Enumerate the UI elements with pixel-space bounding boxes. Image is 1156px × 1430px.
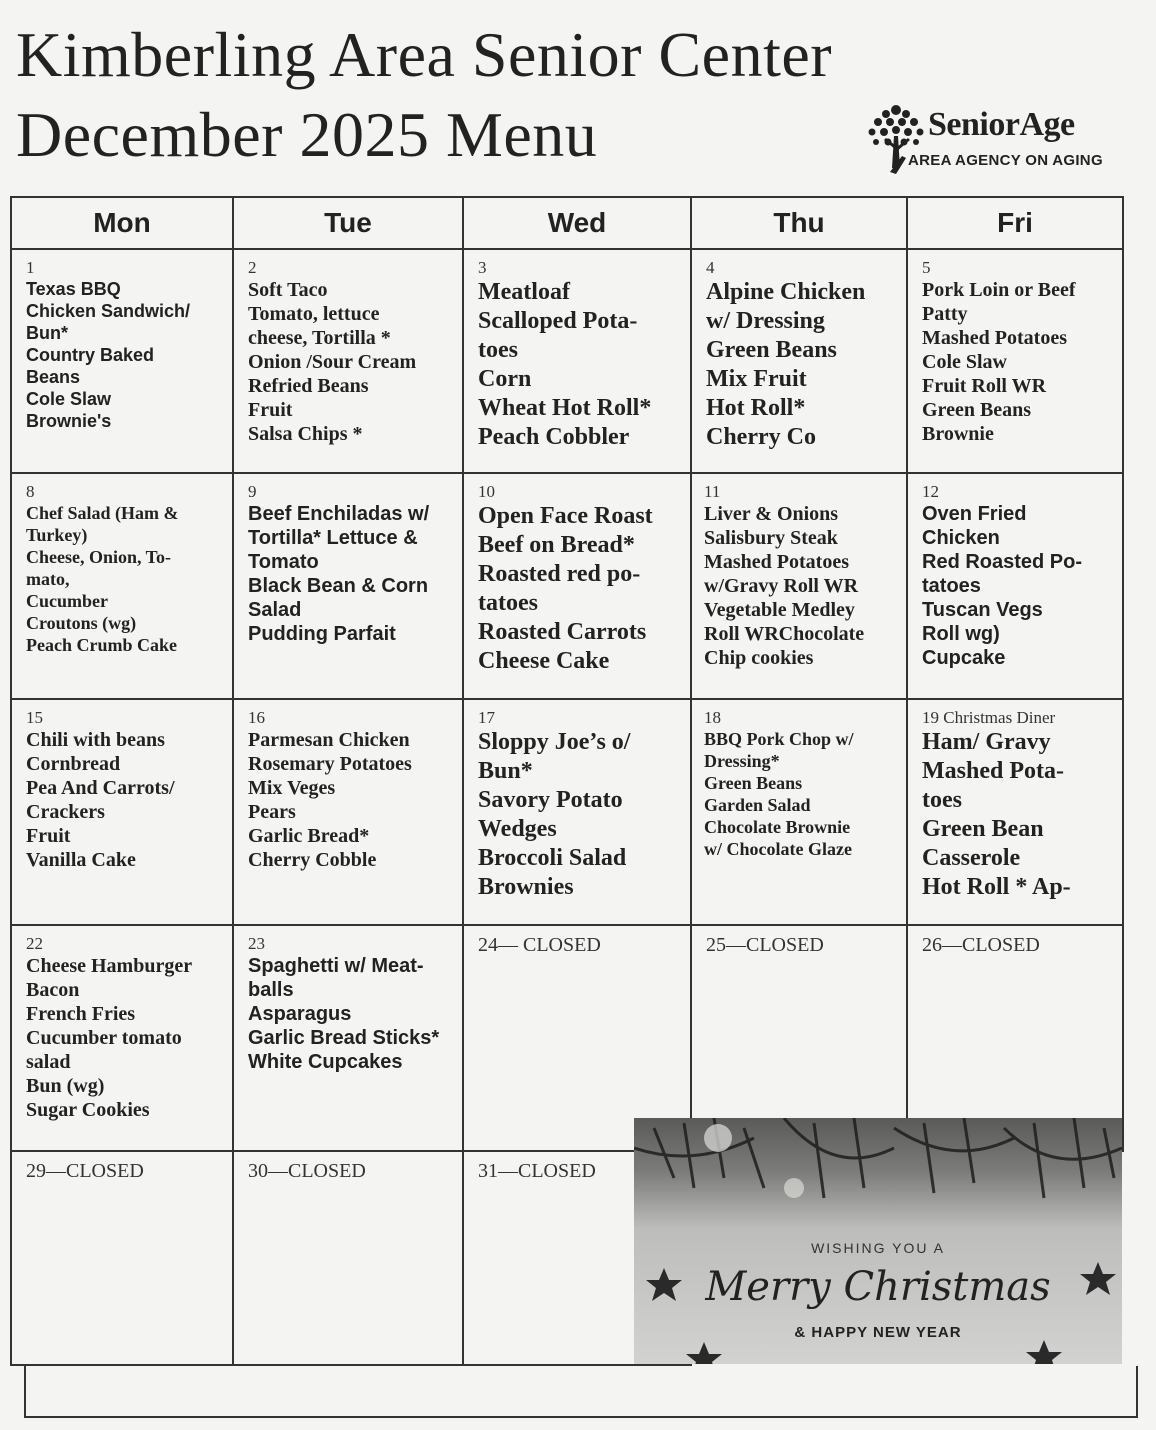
menu-item: Green Bean (922, 816, 1044, 842)
menu-item: French Fries (26, 1003, 136, 1025)
menu-item: White Cupcakes (248, 1051, 403, 1073)
day-number: 8 (26, 482, 35, 501)
menu-item: Bun (wg) (26, 1075, 105, 1097)
closed-label: 29—CLOSED (26, 1160, 144, 1182)
day-number: 11 (704, 482, 721, 501)
menu-item: Parmesan Chicken (248, 729, 410, 751)
day-cell (11, 473, 233, 699)
day-cell (691, 699, 907, 925)
menu-item: Cole Slaw (922, 351, 1007, 373)
weekday-header-tue: Tue (233, 197, 463, 249)
menu-item: Chef Salad (Ham & (26, 503, 179, 523)
menu-item: Vegetable Medley (704, 599, 855, 621)
weekday-header-row (11, 197, 1123, 249)
menu-item: tatoes (922, 575, 981, 597)
day-number: 2 (248, 258, 257, 277)
menu-item: Tortilla* Lettuce & (248, 527, 418, 549)
day-number: 22 (26, 934, 43, 953)
menu-item: Pork Loin or Beef (922, 279, 1076, 301)
day-number: 19 Christmas Diner (922, 708, 1056, 727)
menu-item: tatoes (478, 590, 538, 616)
closed-label: 31—CLOSED (478, 1160, 596, 1182)
weekday-header-mon: Mon (11, 197, 233, 249)
menu-item: Country Baked (26, 345, 155, 365)
menu-item: Green Beans (706, 337, 837, 363)
menu-item: Roll WRChocolate (704, 623, 865, 645)
menu-item: Meatloaf (478, 279, 570, 305)
ornament-icon (784, 1178, 804, 1198)
menu-item: Red Roasted Po- (922, 551, 1083, 573)
menu-item: Rosemary Potatoes (248, 753, 412, 775)
menu-item: Sloppy Joe’s o/ (478, 729, 631, 755)
menu-item: w/ Dressing (706, 308, 825, 334)
menu-item: Chili with beans (26, 729, 165, 751)
menu-item: Cucumber (26, 591, 108, 611)
menu-item: Wedges (478, 816, 557, 842)
menu-item: Garlic Bread Sticks* (248, 1027, 440, 1049)
menu-item: Liver & Onions (704, 503, 839, 525)
menu-item: Peach Cobbler (478, 424, 630, 450)
menu-item: Fruit (26, 825, 71, 847)
menu-item: Patty (922, 303, 968, 325)
week-row-1 (11, 249, 1123, 473)
menu-item: Cherry Co (706, 424, 816, 450)
menu-item: Cornbread (26, 753, 121, 775)
menu-item: Pears (248, 801, 296, 823)
menu-item: toes (478, 337, 518, 363)
menu-item: toes (922, 787, 962, 813)
menu-item: Cherry Cobble (248, 849, 377, 871)
day-number: 18 (704, 708, 721, 727)
day-cell (463, 699, 691, 925)
menu-item: Brownie (922, 423, 994, 445)
menu-item: Spaghetti w/ Meat- (248, 955, 424, 977)
menu-item: Scalloped Pota- (478, 308, 638, 334)
menu-item: Soft Taco (248, 279, 328, 301)
christmas-greeting-card (634, 1118, 1122, 1364)
menu-item: Peach Crumb Cake (26, 635, 177, 655)
day-number: 17 (478, 708, 495, 727)
page-title-line-1: Kimberling Area Senior Center (16, 19, 833, 90)
day-cell (691, 249, 907, 473)
menu-item: Vanilla Cake (26, 849, 136, 871)
menu-item: Broccoli Salad (478, 845, 627, 871)
menu-item: Mashed Potatoes (704, 551, 849, 573)
menu-item: Open Face Roast (478, 503, 653, 529)
menu-item: Salad (248, 599, 302, 621)
menu-item: Fruit Roll WR (922, 375, 1047, 397)
menu-item: Salisbury Steak (704, 527, 838, 549)
closed-label: 25—CLOSED (706, 934, 824, 956)
menu-item: w/Gravy Roll WR (704, 575, 859, 597)
menu-item: Roll wg) (922, 623, 1000, 645)
menu-item: Tomato (248, 551, 319, 573)
menu-item: Savory Potato (478, 787, 623, 813)
day-number: 23 (248, 934, 265, 953)
menu-item: Pudding Parfait (248, 623, 396, 645)
menu-item: BBQ Pork Chop w/ (704, 729, 854, 749)
menu-item: Beef Enchiladas w/ (248, 503, 430, 525)
day-cell (463, 249, 691, 473)
menu-item: Chicken Sandwich/ (26, 301, 191, 321)
menu-item: Chip cookies (704, 647, 814, 669)
menu-item: Cucumber tomato (26, 1027, 182, 1049)
menu-item: Cheese Hamburger (26, 955, 193, 977)
menu-item: Cupcake (922, 647, 1006, 669)
day-number: 15 (26, 708, 43, 727)
menu-item: Alpine Chicken (706, 279, 866, 305)
week-row-2 (11, 473, 1123, 699)
menu-item: Black Bean & Corn (248, 575, 429, 597)
closed-label: 26—CLOSED (922, 934, 1040, 956)
menu-item: Refried Beans (248, 375, 369, 397)
week-row-3 (11, 699, 1123, 925)
menu-item: Garden Salad (704, 795, 811, 815)
menu-item: Green Beans (704, 773, 803, 793)
day-cell (11, 925, 233, 1151)
menu-item: Beans (26, 367, 81, 387)
day-cell (11, 249, 233, 473)
menu-item: Cheese Cake (478, 648, 610, 674)
menu-item: Pea And Carrots/ (26, 777, 175, 799)
day-cell (907, 249, 1123, 473)
menu-item: Texas BBQ (26, 279, 121, 299)
menu-item: Mashed Potatoes (922, 327, 1067, 349)
day-cell (11, 1151, 233, 1365)
menu-item: Casserole (922, 845, 1021, 871)
day-cell (691, 473, 907, 699)
menu-item: mato, (26, 569, 70, 589)
page-title-line-2: December 2025 Menu (16, 99, 598, 170)
menu-item: Roasted Carrots (478, 619, 647, 645)
day-number: 4 (706, 258, 715, 277)
menu-item: Mix Fruit (706, 366, 807, 392)
greeting-line-2: Merry Christmas (705, 1264, 1051, 1310)
day-number: 5 (922, 258, 931, 277)
ornament-icon (704, 1124, 732, 1152)
menu-item: Beef on Bread* (478, 532, 635, 558)
menu-item: Fruit (248, 399, 293, 421)
menu-item: Asparagus (248, 1003, 352, 1025)
day-number: 10 (478, 482, 495, 501)
menu-item: Bacon (26, 979, 80, 1001)
menu-item: Green Beans (922, 399, 1032, 421)
logo-subtitle: AREA AGENCY ON AGING (908, 152, 1103, 169)
closed-label: 24— CLOSED (478, 934, 601, 956)
logo-name: SeniorAge (928, 106, 1075, 143)
menu-item: Tuscan Vegs (922, 599, 1043, 621)
menu-item: Salsa Chips * (248, 423, 363, 445)
menu-item: Croutons (wg) (26, 613, 137, 633)
menu-item: Cole Slaw (26, 389, 112, 409)
menu-item: Chocolate Brownie (704, 817, 851, 837)
menu-item: Oven Fried (922, 503, 1027, 525)
day-cell (233, 699, 463, 925)
senior-age-logo (862, 96, 1122, 180)
weekday-header-wed: Wed (463, 197, 691, 249)
menu-item: Wheat Hot Roll* (478, 395, 652, 421)
menu-item: Brownies (478, 874, 574, 900)
day-number: 12 (922, 482, 939, 501)
day-number: 9 (248, 482, 257, 501)
menu-item: Corn (478, 366, 532, 392)
menu-item: Brownie's (26, 411, 112, 431)
day-cell (463, 473, 691, 699)
day-cell (907, 473, 1123, 699)
menu-item: Hot Roll * Ap- (922, 874, 1071, 900)
menu-item: salad (26, 1051, 71, 1073)
closed-label: 30—CLOSED (248, 1160, 366, 1182)
footer-strip (24, 1366, 1138, 1418)
menu-item: Mix Veges (248, 777, 336, 799)
menu-item: Sugar Cookies (26, 1099, 150, 1121)
menu-item: Crackers (26, 801, 105, 823)
day-number: 3 (478, 258, 487, 277)
day-number: 1 (26, 258, 35, 277)
menu-item: Onion /Sour Cream (248, 351, 417, 373)
menu-item: balls (248, 979, 294, 1001)
menu-item: Cheese, Onion, To- (26, 547, 172, 567)
menu-item: Garlic Bread* (248, 825, 370, 847)
weekday-header-fri: Fri (907, 197, 1123, 249)
day-cell (233, 925, 463, 1151)
day-number: 16 (248, 708, 265, 727)
weekday-header-thu: Thu (691, 197, 907, 249)
menu-item: Chicken (922, 527, 1000, 549)
day-cell (233, 1151, 463, 1365)
menu-item: Hot Roll* (706, 395, 806, 421)
menu-item: w/ Chocolate Glaze (704, 839, 852, 859)
day-cell (233, 249, 463, 473)
greeting-line-3: & HAPPY NEW YEAR (794, 1324, 962, 1341)
menu-item: Roasted red po- (478, 561, 641, 587)
menu-item: Turkey) (26, 525, 88, 545)
menu-item: Bun* (478, 758, 533, 784)
day-cell (11, 699, 233, 925)
menu-item: Ham/ Gravy (922, 729, 1051, 755)
day-cell (233, 473, 463, 699)
menu-item: Dressing* (704, 751, 780, 771)
greeting-line-1: WISHING YOU A (811, 1240, 945, 1256)
day-cell (907, 699, 1123, 925)
menu-item: Mashed Pota- (922, 758, 1064, 784)
menu-item: Bun* (26, 323, 68, 343)
menu-item: Tomato, lettuce (248, 303, 380, 325)
menu-item: cheese, Tortilla * (248, 327, 391, 349)
